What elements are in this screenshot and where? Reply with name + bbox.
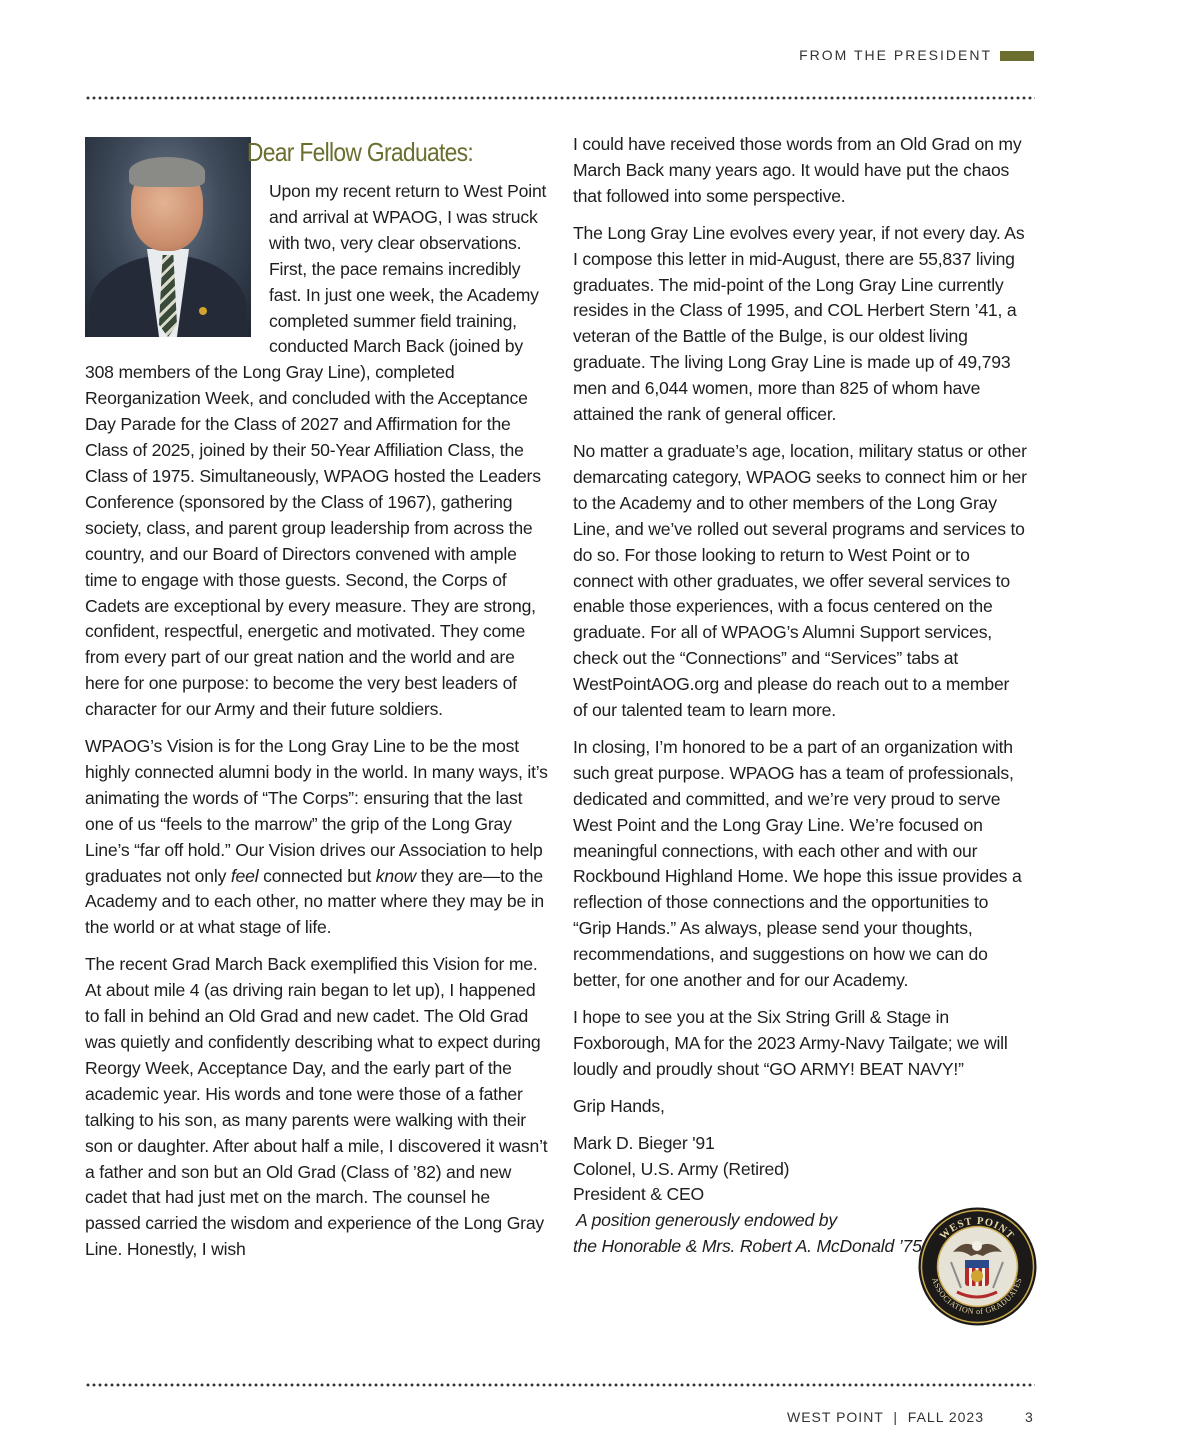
paragraph-tailgate: I hope to see you at the Six String Grill & Stage in Foxborough, MA for the 2023 Army-Navy Tailgate; we will loudly and proudly shout “GO ARMY! BEAT NAVY!” bbox=[573, 1007, 1008, 1079]
left-column bbox=[85, 137, 550, 1274]
paragraph-closing: In closing, I’m honored to be a part of an organization with such great purpose. WPAOG has a team of professionals, dedicated and committed, and we’re very proud to serve West Point and the Long Gray Line. We’re focused on meaningful connections, with each other and with our Rockbound Highland Home. We hope this issue provides a reflection of those connections and the opportunities to “Grip Hands.” As always, please send your thoughts, recommendations, and suggestions on how we can do better, for one another and for our Academy. bbox=[573, 736, 1022, 991]
header-accent-bar bbox=[1000, 51, 1034, 61]
seal-top-text: WEST POINT bbox=[938, 1215, 1017, 1243]
signature-rank: Colonel, U.S. Army (Retired) bbox=[573, 1158, 790, 1179]
top-dotted-divider bbox=[85, 96, 1035, 100]
signature-endowment-line-1: A position generously endowed by bbox=[576, 1210, 837, 1231]
bottom-dotted-divider bbox=[85, 1383, 1035, 1387]
footer-publication: WEST POINT | FALL 2023 bbox=[787, 1409, 985, 1425]
closing-salutation: Grip Hands, bbox=[573, 1095, 665, 1116]
right-column bbox=[573, 132, 1028, 1271]
seal-bottom-text: ASSOCIATION of GRADUATES bbox=[930, 1276, 1024, 1317]
paragraph-continuation: I could have received those words from an Old Grad on my March Back many years ago. It would have put the chaos that followed into some perspective. bbox=[573, 134, 1022, 206]
paragraph-march-back: The recent Grad March Back exemplified this Vision for me. At about mile 4 (as driving rain began to let up), I happened to fall in behind an Old Grad and new cadet. The Old Grad was quietly and confidently describing what to expect during Reorgy Week, Acceptance Day, and the early part of the academic year. His words and tone were those of a father talking to his son, as many parents were walking with their son or daughter. After about half a mile, I discovered it wasn’t a father and son but an Old Grad (Class of ’82) and new cadet that had just met on the march. The counsel he passed carried the wisdom and experience of the Long Gray Line. Honestly, I wish bbox=[85, 954, 548, 1260]
paragraph-services: No matter a graduate’s age, location, military status or other demarcating category, WPAOG seeks to connect him or her to the Academy and to other members of the Long Gray Line, and we’ve rolled out several programs and services to do so. For those looking to return to West Point or to connect with other graduates, we offer several services to enable those experiences, with a focus centered on the graduate. For all of WPAOG’s Alumni Support services, check out the “Connections” and “Services” tabs at WestPointAOG.org and please do reach out to a member of our talented team to learn more. bbox=[573, 440, 1027, 721]
paragraph-vision: WPAOG’s Vision is for the Long Gray Line to be the most highly connected alumni body in the world. In many ways, it’s animating the words of “The Corps”: ensuring that the last one of us “feels to the marrow” the grip of the Long Gray Line’s “far off hold.” Our Vision drives our Association to help graduates not only feel connected but know they are—to the Academy and to each other, no matter where they may be in the world or at what stage of life. bbox=[85, 736, 548, 938]
association-seal-icon bbox=[917, 1206, 1038, 1327]
signature-endowment-line-2: the Honorable & Mrs. Robert A. McDonald ’75 bbox=[573, 1236, 922, 1257]
president-portrait bbox=[85, 137, 251, 337]
header-section-label: FROM THE PRESIDENT bbox=[799, 47, 992, 63]
paragraph-long-gray-line: The Long Gray Line evolves every year, if not every day. As I compose this letter in mid-August, there are 55,837 living graduates. The mid-point of the Long Gray Line currently resides in the Class of 1995, and COL Herbert Stern ’41, a veteran of the Battle of the Bulge, is our oldest living graduate. The living Long Gray Line is made up of 49,793 men and 6,044 women, more than 825 of whom have attained the rank of general officer. bbox=[573, 222, 1025, 425]
signature-title: President & CEO bbox=[573, 1184, 704, 1205]
signature-name: Mark D. Bieger '91 bbox=[573, 1132, 715, 1153]
letter-greeting: Dear Fellow Graduates: bbox=[246, 137, 474, 167]
page-number: 3 bbox=[1025, 1409, 1033, 1425]
paragraph-observations: Upon my recent return to West Point and arrival at WPAOG, I was struck with two, very clear observations. First, the pace remains incredibly fast. In just one week, the Academy completed summer field training, conducted March Back (joined by 308 members of the Long Gray Line), completed Reorganization Week, and concluded with the Acceptance Day Parade for the Class of 2027 and Affirmation for the Class of 2025, joined by their 50-Year Affiliation Class, the Class of 1975. Simultaneously, WPAOG hosted the Leaders Conference (sponsored by the Class of 1967), gathering society, class, and parent group leadership from across the country, and our Board of Directors convened with ample time to engage with those guests. Second, the Corps of Cadets are exceptional by every measure. They are strong, confident, respectful, energetic and motivated. They come from every part of our great nation and the world and are here for one purpose: to become the very best leaders of character for our Army and their future soldiers. bbox=[85, 181, 547, 720]
